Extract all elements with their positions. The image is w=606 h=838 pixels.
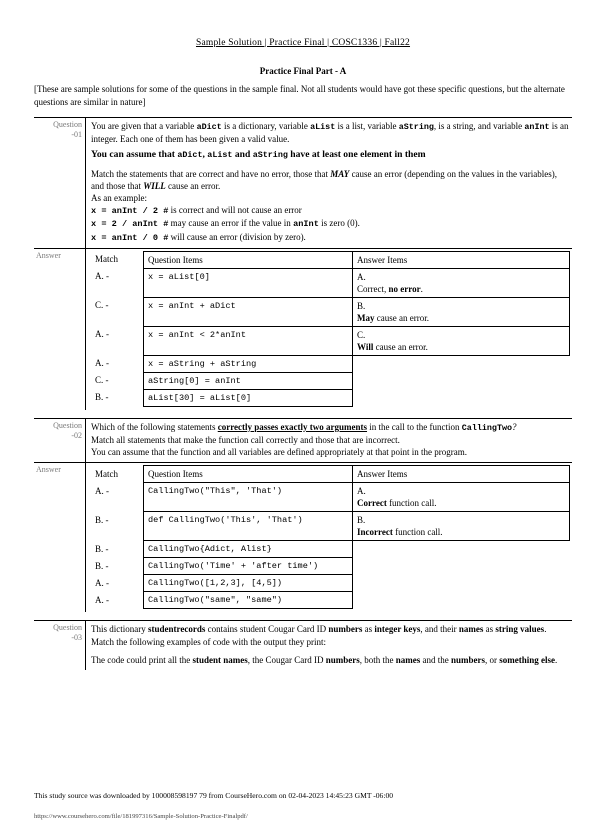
answer-item-cell-empty bbox=[353, 592, 570, 609]
q01-p2-b: cause an error (depending on the values in the variables), and those that bbox=[91, 168, 557, 191]
match-cell: A. - bbox=[95, 485, 109, 496]
answer-text bbox=[357, 526, 565, 538]
answer-letter: B. bbox=[357, 300, 366, 311]
question-02-label-line1: Question bbox=[53, 420, 82, 430]
table-row bbox=[91, 541, 570, 558]
table-row bbox=[91, 592, 570, 609]
page-content bbox=[0, 38, 606, 670]
document-header-title: Sample Solution | Practice Final | COSC1336 | Fall22 bbox=[195, 38, 411, 48]
answer-item-cell bbox=[353, 326, 570, 355]
question-item-cell: x = anInt < 2*anInt bbox=[144, 326, 353, 355]
table-row bbox=[91, 326, 570, 355]
match-cell: B. - bbox=[95, 560, 109, 571]
col-header-match: Match bbox=[95, 254, 118, 265]
question-03-label-line1: Question bbox=[53, 623, 82, 633]
answer-text-bold: Correct bbox=[357, 498, 387, 509]
q03-p3-k: . bbox=[555, 654, 558, 665]
answer-text-post: cause an error. bbox=[373, 341, 428, 352]
q03-p3-c: , the Cougar Card ID bbox=[247, 654, 326, 665]
part-title: Practice Final Part - A bbox=[259, 66, 347, 76]
answer-01-body bbox=[86, 249, 572, 410]
source-url: https://www.coursehero.com/file/181997316/Sample-Solution-Practice-Finalpdf/ bbox=[34, 813, 248, 820]
col-header-answer-items: Answer Items bbox=[353, 466, 570, 483]
q03-p3-e: , both the bbox=[359, 654, 396, 665]
q03-p3-i: , or bbox=[485, 654, 500, 665]
answer-letter: C. bbox=[357, 329, 366, 340]
q03-p3-h: numbers bbox=[450, 654, 485, 665]
table-row bbox=[91, 575, 570, 592]
q03-p1-h: names bbox=[458, 624, 484, 635]
question-item-cell: CallingTwo('Time' + 'after time') bbox=[144, 558, 353, 575]
col-header-question-items: Question Items bbox=[144, 466, 353, 483]
answer-02-block bbox=[34, 462, 572, 612]
question-item-cell: CallingTwo("This", 'That') bbox=[144, 483, 353, 512]
question-01-label bbox=[34, 118, 86, 248]
answer-text-post: function call. bbox=[386, 498, 437, 509]
q01-ex2-code-b: anInt bbox=[293, 219, 319, 230]
answer-item-cell-empty bbox=[353, 558, 570, 575]
download-footer: This study source was downloaded by 100008598197 79 from CourseHero.com on 02-04-2023 14:45:23 GMT -06:00 bbox=[34, 791, 394, 800]
answer-text bbox=[357, 341, 565, 353]
match-cell: A. - bbox=[95, 271, 109, 282]
document-page bbox=[0, 38, 606, 838]
answer-item-cell bbox=[353, 297, 570, 326]
q01-ex2-text-a: may cause an error if the value in bbox=[168, 218, 294, 229]
q02-p1-a: Which of the following statements bbox=[91, 421, 218, 432]
question-item-cell: CallingTwo{Adict, Alist} bbox=[144, 541, 353, 558]
table-row bbox=[91, 355, 570, 372]
question-01-label-line2: -01 bbox=[71, 130, 82, 139]
question-01-body bbox=[86, 118, 572, 248]
answer-02-body bbox=[86, 463, 572, 612]
match-cell: A. - bbox=[95, 329, 109, 340]
table-row bbox=[91, 512, 570, 541]
question-01-paragraph-2 bbox=[91, 168, 570, 192]
q02-p1-underline: correctly passes exactly two arguments bbox=[217, 421, 368, 432]
answer-01-table bbox=[91, 251, 570, 407]
q01-assume-post: have at least one element in them bbox=[287, 149, 426, 161]
question-01-example-label: As an example: bbox=[91, 193, 147, 204]
intro-paragraph: [These are sample solutions for some of the questions in the sample final. Not all students would have got these specific questions, but the alternate questions are similar in nature] bbox=[34, 84, 565, 107]
q01-p1-e: is an integer. Each one of them has been given a valid value. bbox=[91, 121, 569, 145]
answer-01-label: Answer bbox=[34, 249, 86, 410]
match-cell: C. - bbox=[95, 300, 109, 311]
col-header-answer-items: Answer Items bbox=[353, 251, 570, 268]
question-03-body bbox=[86, 621, 572, 670]
q01-ex2-text-b: is zero (0). bbox=[318, 218, 360, 229]
question-02-body bbox=[86, 419, 572, 463]
col-header-question-items: Question Items bbox=[144, 251, 353, 268]
question-03-paragraph-3 bbox=[91, 654, 570, 666]
question-03-paragraph-2: Match the following examples of code with the output they print: bbox=[91, 636, 326, 647]
answer-item-cell-empty bbox=[353, 389, 570, 406]
answer-02-table bbox=[91, 465, 570, 609]
q01-assume-pre: You can assume that bbox=[91, 149, 178, 161]
match-cell: B. - bbox=[95, 543, 109, 554]
q01-ex1-code: x = anInt / 2 # bbox=[91, 206, 169, 217]
question-02-paragraph-3: You can assume that the function and all variables are defined appropriately at that point in the program. bbox=[91, 447, 467, 458]
q01-p1-list: aList bbox=[310, 122, 336, 132]
table-row bbox=[91, 389, 570, 406]
q03-p1-k: . bbox=[544, 624, 547, 635]
q01-assume-list: aList bbox=[207, 150, 233, 161]
q02-p1-fn: CallingTwo bbox=[461, 422, 513, 433]
q01-ex3-text: will cause an error (division by zero). bbox=[168, 231, 306, 242]
question-item-cell: x = anInt + aDict bbox=[144, 297, 353, 326]
question-01-example-3 bbox=[91, 231, 570, 244]
question-01-example-2 bbox=[91, 217, 570, 230]
table-row bbox=[91, 558, 570, 575]
q01-p2-may: MAY bbox=[330, 168, 350, 179]
q03-p1-d: numbers bbox=[328, 624, 363, 635]
table-header-row bbox=[91, 466, 570, 483]
answer-01-block bbox=[34, 248, 572, 410]
question-item-cell: CallingTwo("same", "same") bbox=[144, 592, 353, 609]
question-03-block bbox=[34, 620, 572, 670]
answer-item-cell bbox=[353, 512, 570, 541]
table-row bbox=[91, 372, 570, 389]
question-02-paragraph-2: Match all statements that make the function call correctly and those that are incorrect. bbox=[91, 435, 400, 446]
match-cell: A. - bbox=[95, 594, 109, 605]
answer-text-bold: no error bbox=[388, 283, 421, 294]
question-02-label-line2: -02 bbox=[71, 430, 82, 440]
col-header-match: Match bbox=[95, 468, 118, 479]
question-01-paragraph-1 bbox=[91, 120, 570, 145]
answer-text-pre: Correct, bbox=[357, 283, 389, 294]
q01-ex3-code: x = anInt / 0 # bbox=[91, 232, 169, 243]
q01-p1-string: aString bbox=[398, 122, 434, 132]
question-item-cell: def CallingTwo('This', 'That') bbox=[144, 512, 353, 541]
q03-p1-b: studentrecords bbox=[148, 624, 206, 635]
answer-item-cell-empty bbox=[353, 541, 570, 558]
q03-p3-d: numbers bbox=[325, 654, 360, 665]
q01-ex1-text: is correct and will not cause an error bbox=[168, 205, 302, 216]
answer-item-cell-empty bbox=[353, 372, 570, 389]
answer-text-post: . bbox=[420, 283, 423, 294]
question-03-paragraph-1 bbox=[91, 623, 570, 635]
answer-text-post: function call. bbox=[392, 527, 443, 538]
q03-p1-a: This dictionary bbox=[91, 624, 148, 635]
question-03-label-line2: -03 bbox=[71, 633, 82, 643]
table-row bbox=[91, 268, 570, 297]
answer-text-bold: May bbox=[357, 312, 375, 323]
question-item-cell: x = aString + aString bbox=[144, 355, 353, 372]
question-02-label bbox=[34, 419, 86, 463]
answer-item-cell bbox=[353, 268, 570, 297]
q03-p1-i: as bbox=[483, 624, 496, 635]
match-cell: C. - bbox=[95, 375, 109, 386]
question-01-block bbox=[34, 117, 572, 248]
answer-text bbox=[357, 283, 565, 295]
q01-assume-dict: aDict bbox=[177, 150, 203, 161]
q03-p3-a: The code could print all the bbox=[91, 654, 193, 665]
q01-p2-a: Match the statements that are correct and have no error, those that bbox=[91, 168, 331, 179]
table-row bbox=[91, 483, 570, 512]
match-cell: B. - bbox=[95, 514, 109, 525]
q01-p1-b: is a dictionary, variable bbox=[221, 121, 311, 131]
question-03-label bbox=[34, 621, 86, 670]
q03-p3-f: names bbox=[395, 654, 421, 665]
q01-assume-string: aString bbox=[252, 150, 288, 161]
answer-letter: B. bbox=[357, 515, 366, 526]
match-cell: A. - bbox=[95, 358, 109, 369]
q01-p2-c: cause an error. bbox=[165, 180, 221, 191]
table-row bbox=[91, 297, 570, 326]
answer-text bbox=[357, 312, 565, 324]
question-item-cell: aString[0] = anInt bbox=[144, 372, 353, 389]
question-item-cell: aList[30] = aList[0] bbox=[144, 389, 353, 406]
answer-item-cell-empty bbox=[353, 575, 570, 592]
match-cell: B. - bbox=[95, 392, 109, 403]
q03-p1-f: integer keys bbox=[374, 624, 421, 635]
q01-assume-mid1: , bbox=[202, 149, 208, 161]
answer-letter: A. bbox=[357, 271, 366, 282]
question-item-cell: CallingTwo([1,2,3], [4,5]) bbox=[144, 575, 353, 592]
q01-p2-will: WILL bbox=[143, 180, 166, 191]
q01-p1-dict: aDict bbox=[196, 122, 222, 132]
question-02-paragraph-1 bbox=[91, 421, 570, 434]
q02-p1-c: ? bbox=[512, 421, 517, 432]
answer-02-label: Answer bbox=[34, 463, 86, 612]
q01-ex2-code: x = 2 / anInt # bbox=[91, 219, 169, 230]
answer-text-bold: Incorrect bbox=[357, 527, 393, 538]
q03-p3-b: student names bbox=[192, 654, 248, 665]
table-header-row bbox=[91, 251, 570, 268]
q02-p1-b: in the call to the function bbox=[367, 421, 462, 432]
q03-p1-c: contains student Cougar Card ID bbox=[205, 624, 329, 635]
question-item-cell: x = aList[0] bbox=[144, 268, 353, 297]
q01-p1-int: anInt bbox=[524, 122, 550, 132]
q01-assume-mid2: and bbox=[232, 149, 253, 161]
question-02-block bbox=[34, 418, 572, 463]
q03-p3-g: and the bbox=[420, 654, 451, 665]
answer-letter: A. bbox=[357, 486, 366, 497]
q01-p1-a: You are given that a variable bbox=[91, 121, 197, 131]
answer-item-cell bbox=[353, 483, 570, 512]
q03-p3-j: something else bbox=[499, 654, 555, 665]
q01-p1-d: , is a string, and variable bbox=[433, 121, 525, 131]
answer-item-cell-empty bbox=[353, 355, 570, 372]
q01-p1-c: is a list, variable bbox=[335, 121, 399, 131]
answer-text-post: cause an error. bbox=[374, 312, 429, 323]
question-01-example-1 bbox=[91, 204, 570, 217]
answer-text bbox=[357, 497, 565, 509]
question-01-assumption bbox=[91, 149, 570, 161]
q03-p1-g: , and their bbox=[420, 624, 459, 635]
question-01-label-line1: Question bbox=[53, 120, 82, 129]
q03-p1-j: string values bbox=[495, 624, 545, 635]
q03-p1-e: as bbox=[362, 624, 375, 635]
match-cell: A. - bbox=[95, 577, 109, 588]
answer-text-bold: Will bbox=[357, 341, 374, 352]
